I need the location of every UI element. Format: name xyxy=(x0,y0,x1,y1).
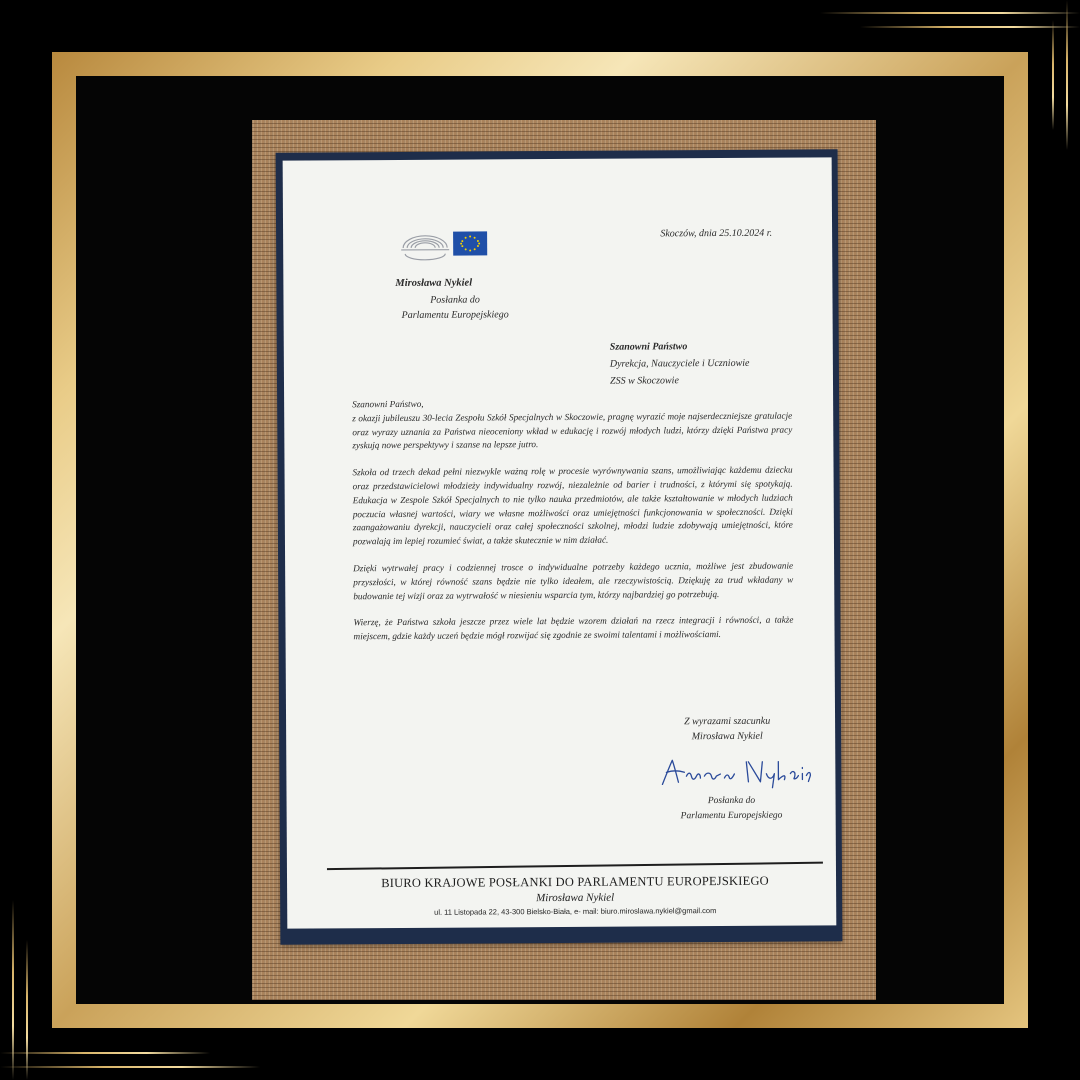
footer-divider xyxy=(327,862,823,870)
signature-title-line: Posłanka do xyxy=(707,795,756,807)
body-paragraph: Szkoła od trzech dekad pełni niezwykle ważną rolę w procesie wyrównywania szans, umożliwiając każdemu dziecku oraz przedstawicielowi młodzieży indywidualny rozwój, niezależnie od barier i trudności, z którymi się spotykają. Edukacja w Zespole Szkół Specjalnych to nie tylko nauka przedmiotów, ale także kształtowanie w młodych ludziach poczucia własnej wartości, wiary we własne możliwości oraz umiejętności funkcjonowania w społeczności. Dzięki zaangażowaniu dyrekcji, nauczycieli oraz całej społeczności szkolnej, młodzi ludzie zdobywają umiejętności, które pozwalają im lepiej rozumieć świat, a także skutecznie w nim działać. xyxy=(352,464,793,547)
recipient-block xyxy=(610,338,750,390)
navy-card xyxy=(276,149,843,944)
sender-title-line: Posłanka do xyxy=(430,294,480,306)
frame-inner xyxy=(76,76,1004,1004)
sender-name: Mirosława Nykiel xyxy=(395,277,473,289)
handwritten-signature xyxy=(656,753,816,790)
gold-accent-line xyxy=(0,1066,260,1068)
letter-footer xyxy=(327,873,823,917)
sender-title-line: Parlamentu Europejskiego xyxy=(401,309,509,321)
gold-accent-line xyxy=(860,26,1080,28)
signature-title xyxy=(681,794,783,825)
gold-accent-line xyxy=(820,12,1080,14)
gold-accent-line xyxy=(1066,0,1068,150)
recipient-heading: Szanowni Państwo xyxy=(609,341,688,353)
burlap-background xyxy=(252,120,876,1000)
signature-title-line: Parlamentu Europejskiego xyxy=(680,810,783,822)
recipient-line: ZSS w Skoczowie xyxy=(609,375,679,387)
letter-paper xyxy=(283,157,837,928)
closing-block xyxy=(684,714,770,745)
body-paragraph: Wierzę, że Państwa szkoła jeszcze przez wiele lat będzie wzorem działań na rzecz integracji i równości, a także miejscem, gdzie każdy uczeń będzie mógł rozwijać się zgodnie ze swoimi talentami i możliwościami. xyxy=(353,614,794,642)
body-paragraph: Szanowni Państwo, z okazji jubileuszu 30-lecia Zespołu Szkół Specjalnych w Skoczowie, pragnę wyrazić moje najserdeczniejsze gratulacje oraz wyrazy uznania za Państwa nieoceniony wkład w edukację i rozwój młodych ludzi, którzy dzięki Państwa pracy zyskują nowe perspektywy i szanse na lepsze jutro. xyxy=(352,398,793,451)
letter-body xyxy=(352,396,794,658)
letter-date: Skoczów, dnia 25.10.2024 r. xyxy=(660,227,773,240)
eu-flag-icon xyxy=(453,231,487,255)
closing-line: Mirosława Nykiel xyxy=(691,730,763,743)
gold-accent-line xyxy=(0,1052,210,1054)
footer-title: BIURO KRAJOWE POSŁANKI DO PARLAMENTU EUROPEJSKIEGO xyxy=(381,873,769,891)
closing-line: Z wyrazami szacunku xyxy=(684,715,771,728)
gold-accent-line xyxy=(26,940,28,1080)
gold-accent-line xyxy=(1052,20,1054,130)
gold-frame xyxy=(52,52,1028,1028)
recipient-line: Dyrekcja, Nauczyciele i Uczniowie xyxy=(609,357,750,370)
body-paragraph: Dzięki wytrwałej pracy i codziennej trosce o indywidualne potrzeby każdego ucznia, możliwe jest zbudowanie przyszłości, w której równość szans będzie nie tylko ideałem, ale rzeczywistością. Dziękuję za trud wkładany w budowanie tej wizji oraz za wytrwałość w niesieniu wsparcia tym, którzy najbardziej go potrzebują. xyxy=(353,560,794,601)
sender-title xyxy=(401,292,508,323)
footer-address: ul. 11 Listopada 22, 43-300 Bielsko-Biała, e- mail: biuro.miroslawa.nykiel@gmail.com xyxy=(434,906,717,917)
gold-accent-line xyxy=(12,900,14,1080)
signature-text: Mirosława Nykiel xyxy=(656,754,664,756)
european-parliament-logo-icon xyxy=(395,225,495,262)
footer-name: Mirosława Nykiel xyxy=(536,891,615,905)
